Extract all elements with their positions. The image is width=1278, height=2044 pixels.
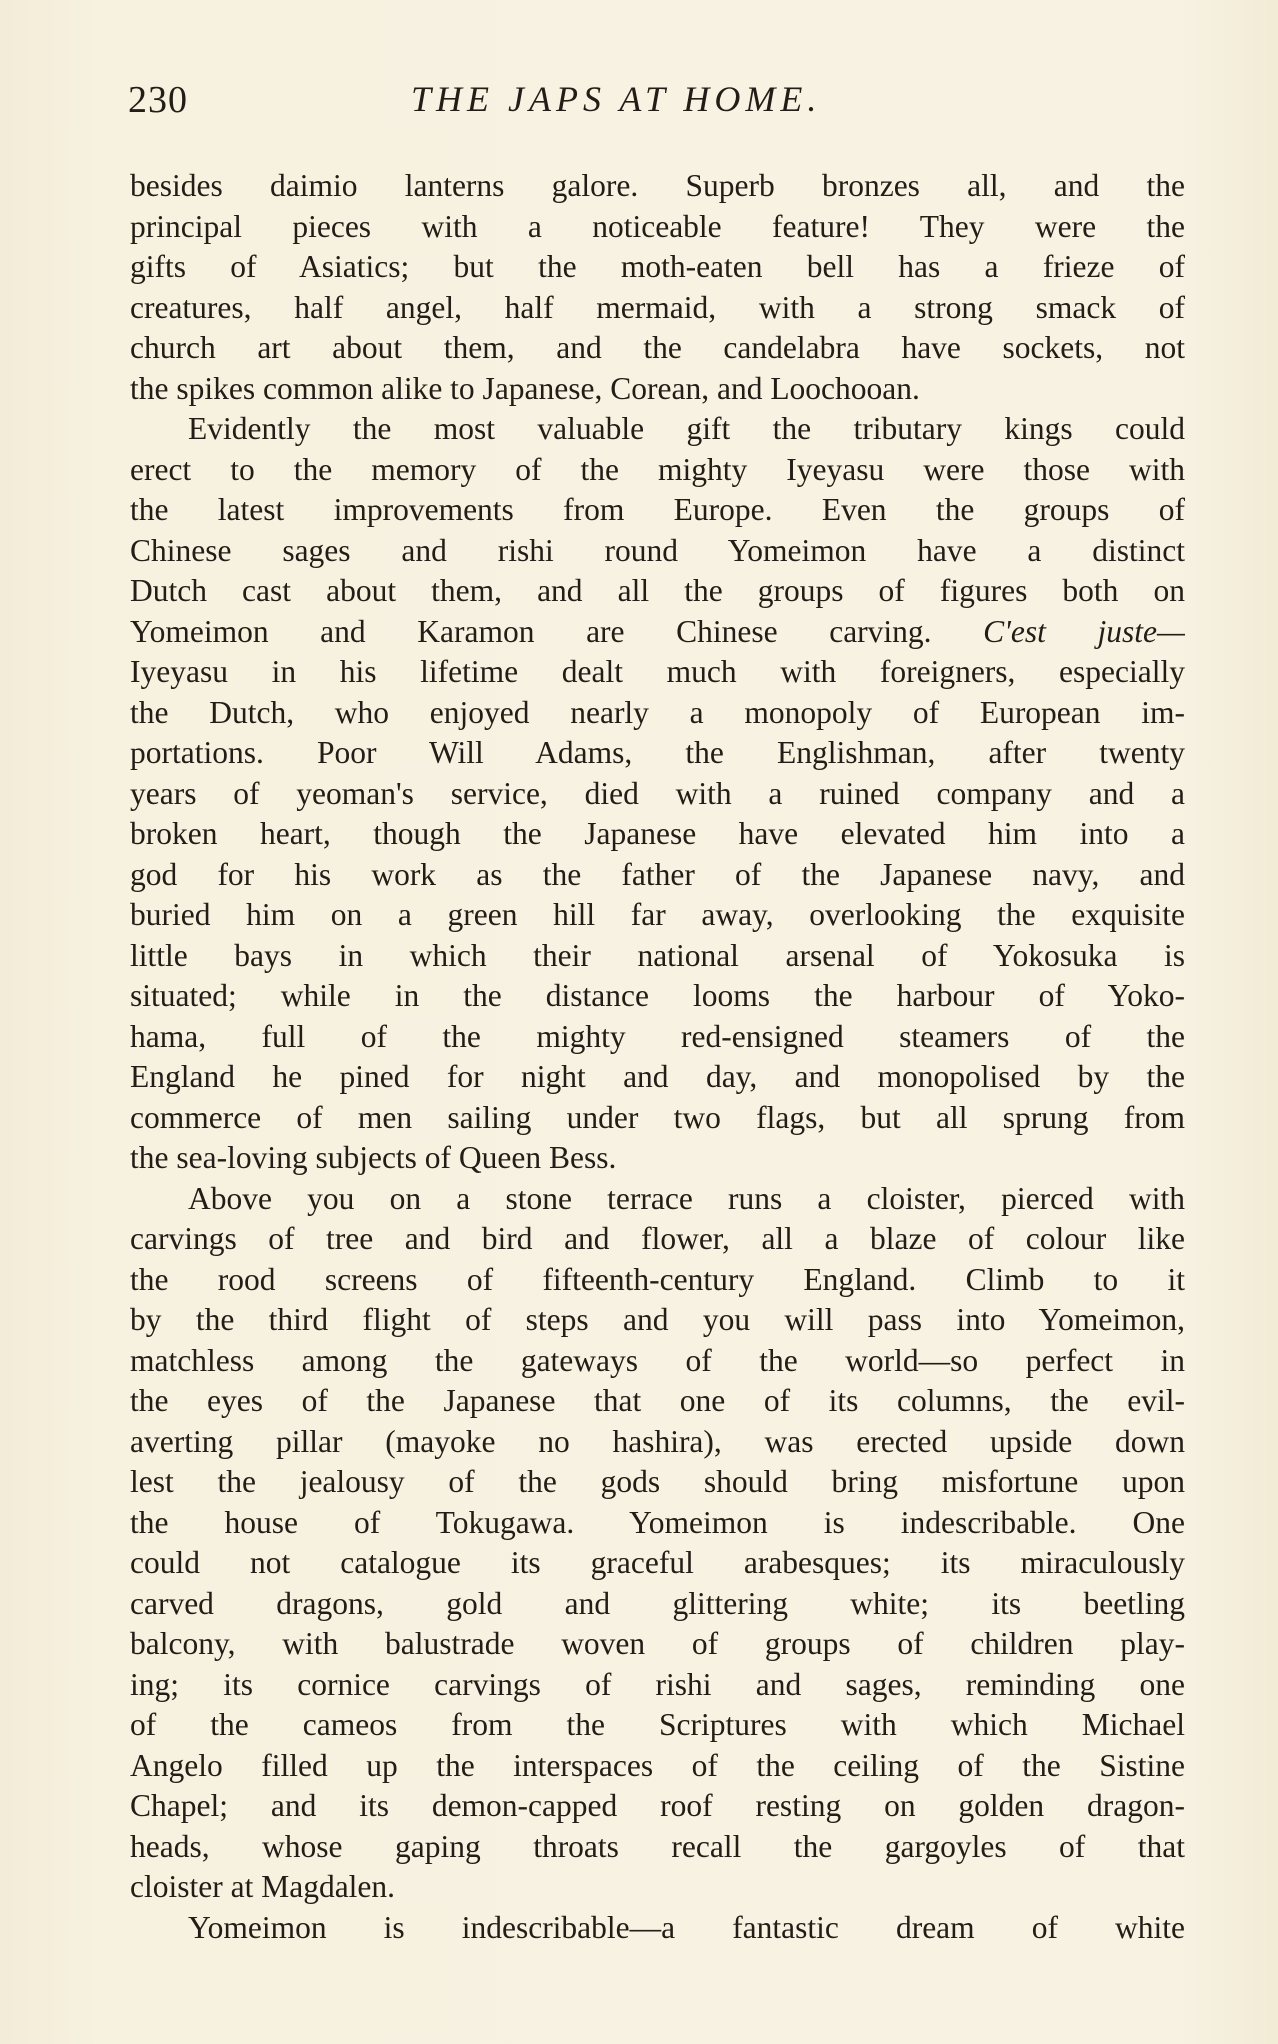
page-number: 230 bbox=[128, 79, 188, 121]
text-line: Chinese sages and rishi round Yomeimon have a distinct bbox=[130, 532, 1185, 568]
text-line: church art about them, and the candelabra have sockets, not bbox=[130, 330, 1185, 365]
text-line: ing; its cornice carvings of rishi and sages, reminding one bbox=[130, 1666, 1185, 1702]
text-line: years of yeoman's service, died with a ruined company and a bbox=[130, 775, 1185, 811]
text-line: situated; while in the distance looms the harbour of Yoko- bbox=[130, 978, 1185, 1013]
text-line: heads, whose gaping throats recall the gargoyles of that bbox=[130, 1828, 1185, 1864]
paragraph-start-line: Yomeimon is indescribable—a fantastic dream of white bbox=[188, 1909, 1185, 1945]
text-line: balcony, with balustrade woven of groups of children play- bbox=[130, 1626, 1185, 1661]
text-line: broken heart, though the Japanese have elevated him into a bbox=[130, 816, 1185, 851]
text-line: creatures, half angel, half mermaid, with a strong smack of bbox=[130, 289, 1185, 325]
italic-phrase: C'est juste— bbox=[983, 613, 1185, 649]
body-text bbox=[130, 166, 1185, 1948]
paragraph-start-line: Above you on a stone terrace runs a cloister, pierced with bbox=[188, 1180, 1185, 1216]
text-line: Iyeyasu in his lifetime dealt much with foreigners, especially bbox=[130, 654, 1185, 689]
text-line: the spikes common alike to Japanese, Corean, and Loochooan. bbox=[130, 370, 920, 406]
text-line: of the cameos from the Scriptures with which Michael bbox=[130, 1707, 1185, 1742]
text-line: the latest improvements from Europe. Even the groups of bbox=[130, 492, 1185, 527]
page-header bbox=[128, 78, 1183, 128]
text-line: the eyes of the Japanese that one of its columns, the evil- bbox=[130, 1383, 1185, 1418]
text-line: the rood screens of fifteenth-century England. Climb to it bbox=[130, 1261, 1185, 1297]
text-line: Angelo filled up the interspaces of the ceiling of the Sistine bbox=[130, 1747, 1185, 1783]
text-line: god for his work as the father of the Japanese navy, and bbox=[130, 856, 1185, 892]
text-line: the sea-loving subjects of Queen Bess. bbox=[130, 1140, 617, 1175]
text-line: gifts of Asiatics; but the moth-eaten bell has a frieze of bbox=[130, 249, 1185, 284]
text-line: besides daimio lanterns galore. Superb bronzes all, and the bbox=[130, 168, 1185, 203]
text-line: England he pined for night and day, and monopolised by the bbox=[130, 1059, 1185, 1094]
text-line: by the third flight of steps and you will pass into Yomeimon, bbox=[130, 1302, 1185, 1337]
text-line: buried him on a green hill far away, overlooking the exquisite bbox=[130, 897, 1185, 932]
text-line: principal pieces with a noticeable feature! They were the bbox=[130, 208, 1185, 244]
text-line: Chapel; and its demon-capped roof resting on golden dragon- bbox=[130, 1788, 1185, 1823]
text-line: little bays in which their national arsenal of Yokosuka is bbox=[130, 937, 1185, 973]
running-title: THE JAPS AT HOME. bbox=[411, 79, 822, 119]
text-line: averting pillar (mayoke no hashira), was erected upside down bbox=[130, 1423, 1185, 1459]
text-line: matchless among the gateways of the world—so perfect in bbox=[130, 1342, 1185, 1378]
text-line: the Dutch, who enjoyed nearly a monopoly of European im- bbox=[130, 694, 1185, 730]
text-segment: Yomeimon and Karamon are Chinese carving. bbox=[130, 613, 932, 649]
text-line: could not catalogue its graceful arabesques; its miraculously bbox=[130, 1545, 1185, 1580]
text-line-with-italic bbox=[130, 612, 1185, 653]
text-line: carved dragons, gold and glittering white; its beetling bbox=[130, 1585, 1185, 1621]
text-line: carvings of tree and bird and flower, all a blaze of colour like bbox=[130, 1221, 1185, 1256]
text-line: lest the jealousy of the gods should bring misfortune upon bbox=[130, 1464, 1185, 1499]
text-line: hama, full of the mighty red-ensigned steamers of the bbox=[130, 1018, 1185, 1054]
text-line: Dutch cast about them, and all the groups of figures both on bbox=[130, 573, 1185, 608]
text-line: cloister at Magdalen. bbox=[130, 1869, 396, 1904]
text-line: commerce of men sailing under two flags, but all sprung from bbox=[130, 1099, 1185, 1135]
text-line: erect to the memory of the mighty Iyeyasu were those with bbox=[130, 451, 1185, 487]
text-line: portations. Poor Will Adams, the Englishman, after twenty bbox=[130, 735, 1185, 770]
paragraph-start-line: Evidently the most valuable gift the tributary kings could bbox=[188, 411, 1185, 446]
text-line: the house of Tokugawa. Yomeimon is indescribable. One bbox=[130, 1504, 1185, 1540]
